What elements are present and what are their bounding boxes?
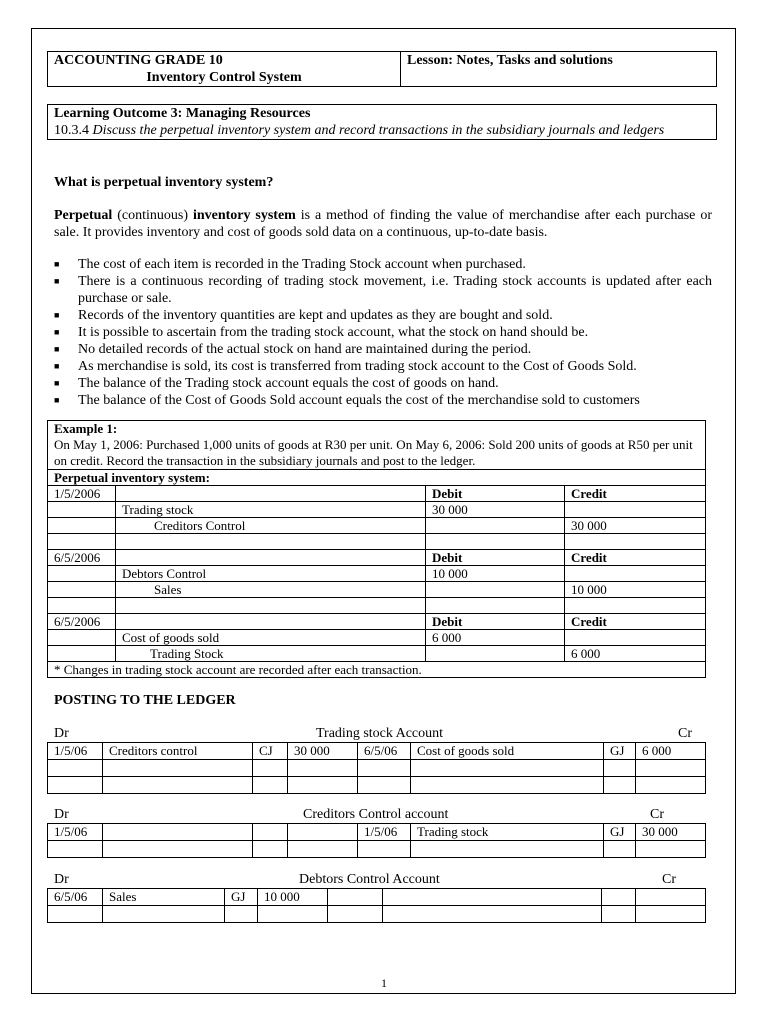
debit-account: Cost of goods sold: [116, 630, 426, 646]
table-row: [48, 502, 706, 518]
list-item: ■ The cost of each item is recorded in the Trading Stock account when purchased.: [54, 257, 526, 272]
outcome-text: Discuss the perpetual inventory system and record transactions in the subsidiary journals and ledgers: [92, 123, 665, 138]
table-row: [48, 550, 706, 566]
table-row: [48, 662, 706, 678]
bullet-icon: ■: [54, 344, 60, 354]
ledger-title: Debtors Control Account: [299, 872, 440, 887]
table-row: [48, 841, 706, 858]
example-note: * Changes in trading stock account are recorded after each transaction.: [48, 662, 706, 678]
ledger-title: Creditors Control account: [303, 807, 449, 822]
example-text: On May 1, 2006: Purchased 1,000 units of goods at R30 per unit. On May 6, 2006: Sold 200 units of goods at R50 per unit on credit. Record the transaction in the subsidiary journals and post to the ledger.: [54, 437, 693, 468]
debit-account: Debtors Control: [116, 566, 426, 582]
debit-amount: 10 000: [426, 566, 565, 582]
page-number: 1: [381, 976, 387, 990]
header-right: [401, 52, 717, 87]
list-item: ■ The balance of the Cost of Goods Sold account equals the cost of the merchandise sold to customers: [54, 393, 640, 408]
list-item: ■ The balance of the Trading stock account equals the cost of goods on hand.: [54, 376, 499, 391]
table-row: 1/5/06 Creditors control CJ 30 000 6/5/06 Cost of goods sold GJ 6 000: [48, 743, 706, 760]
system-heading: Perpetual inventory system:: [48, 470, 706, 486]
table-row: [48, 486, 706, 502]
table-row: [48, 760, 706, 777]
debit-label: Debit: [426, 486, 565, 502]
ledger-dr-label: Dr: [54, 726, 69, 741]
example-intro: [48, 421, 706, 470]
bullet-icon: ■: [54, 395, 60, 405]
header-left: [48, 52, 401, 87]
ledger-table-creditors-control: [47, 823, 706, 858]
example-journal-table: [47, 420, 706, 678]
credit-amount: 30 000: [565, 518, 706, 534]
term-inventory-system: inventory system: [192, 208, 296, 223]
table-row: [48, 518, 706, 534]
ledger-cr-label: Cr: [662, 872, 676, 887]
credit-account: Trading Stock: [116, 646, 426, 662]
ledger-cr-label: Cr: [678, 726, 692, 741]
ledger-table-debtors-control: [47, 888, 706, 923]
debit-amount: 6 000: [426, 630, 565, 646]
table-row: [48, 566, 706, 582]
credit-amount: 6 000: [565, 646, 706, 662]
entry-date: 6/5/2006: [48, 550, 116, 566]
bullet-icon: ■: [54, 378, 60, 388]
posting-heading: POSTING TO THE LEDGER: [54, 693, 236, 708]
learning-outcome-title: Learning Outcome 3: Managing Resources: [54, 106, 311, 121]
example-title: Example 1:: [54, 421, 118, 436]
table-row: [48, 777, 706, 794]
table-row: [48, 906, 706, 923]
credit-label: Credit: [565, 486, 706, 502]
ledger-dr-label: Dr: [54, 807, 69, 822]
entry-date: 1/5/2006: [48, 486, 116, 502]
table-row: [48, 534, 706, 550]
credit-account: Sales: [116, 582, 426, 598]
definition-text: is a method of finding the value of merchandise after each purchase or sale. It provides inventory and cost of goods sold data on a continuous, up-to-date basis.: [54, 208, 712, 240]
ledger-dr-label: Dr: [54, 872, 69, 887]
section-question: What is perpetual inventory system?: [54, 175, 274, 190]
ledger-table-trading-stock: [47, 742, 706, 794]
bullet-list: [54, 256, 712, 409]
table-row: [48, 421, 706, 470]
bullet-icon: ■: [54, 259, 60, 269]
list-item: ■ There is a continuous recording of trading stock movement, i.e. Trading stock accounts is updated after each purchase or sale.: [54, 274, 712, 306]
table-row: [48, 630, 706, 646]
bullet-icon: ■: [54, 310, 60, 320]
course-title: ACCOUNTING GRADE 10: [54, 53, 223, 68]
term-perpetual: Perpetual: [54, 208, 113, 223]
ledger-cr-label: Cr: [650, 807, 664, 822]
list-item: ■ Records of the inventory quantities are kept and updates as they are bought and sold.: [54, 308, 553, 323]
table-row: [48, 646, 706, 662]
definition-paragraph: [54, 207, 712, 241]
bullet-icon: ■: [54, 327, 60, 337]
outcome-code: 10.3.4: [54, 123, 89, 138]
table-row: [48, 470, 706, 486]
ledger-title: Trading stock Account: [316, 726, 444, 741]
credit-amount: 10 000: [565, 582, 706, 598]
list-item: ■ No detailed records of the actual stock on hand are maintained during the period.: [54, 342, 532, 357]
debit-label: Debit: [426, 614, 565, 630]
list-item: ■ It is possible to ascertain from the trading stock account, what the stock on hand should be.: [54, 325, 589, 340]
term-paren: (continuous): [117, 208, 189, 223]
table-row: 6/5/06 Sales GJ 10 000: [48, 889, 706, 906]
header-table: [47, 51, 717, 87]
debit-label: Debit: [426, 550, 565, 566]
table-row: [48, 614, 706, 630]
debit-account: Trading stock: [116, 502, 426, 518]
learning-outcome-box: [47, 104, 717, 140]
bullet-icon: ■: [54, 276, 60, 286]
credit-label: Credit: [565, 550, 706, 566]
table-row: 1/5/06 1/5/06 Trading stock GJ 30 000: [48, 824, 706, 841]
table-row: [48, 582, 706, 598]
table-row: [48, 598, 706, 614]
topic-title: Inventory Control System: [146, 70, 302, 85]
list-item: ■ As merchandise is sold, its cost is transferred from trading stock account to the Cost of Goods Sold.: [54, 359, 637, 374]
credit-label: Credit: [565, 614, 706, 630]
bullet-icon: ■: [54, 361, 60, 371]
credit-account: Creditors Control: [116, 518, 426, 534]
lesson-title: Lesson: Notes, Tasks and solutions: [407, 53, 613, 68]
entry-date: 6/5/2006: [48, 614, 116, 630]
learning-outcome-description: [54, 122, 710, 139]
debit-amount: 30 000: [426, 502, 565, 518]
